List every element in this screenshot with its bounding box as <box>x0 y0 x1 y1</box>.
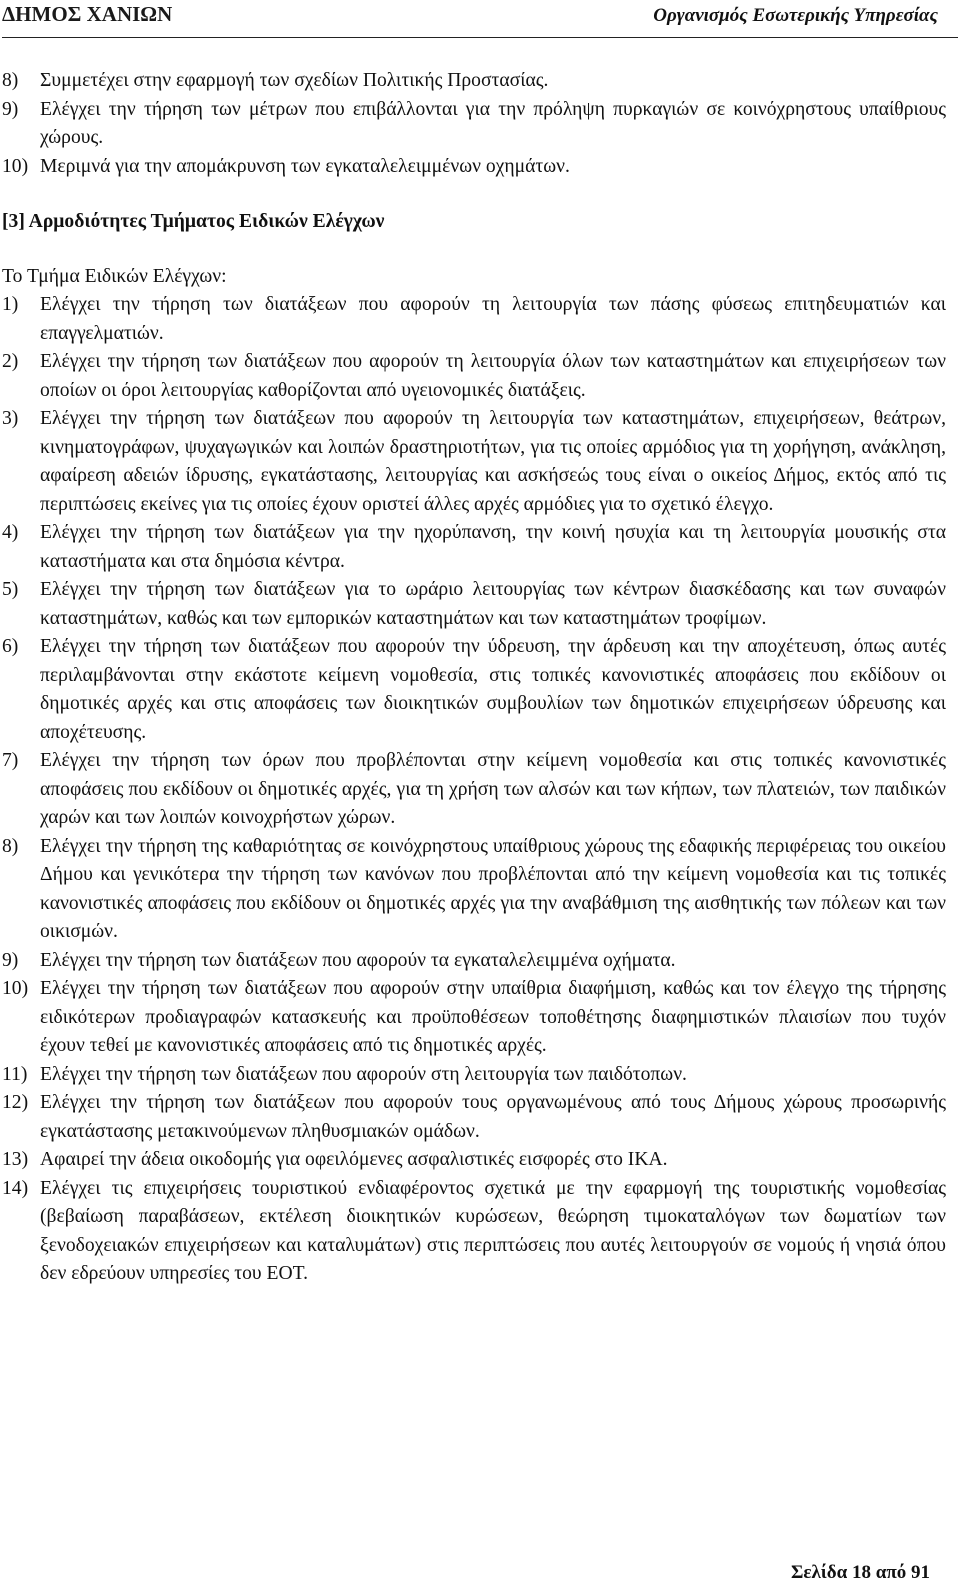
page-header <box>0 0 960 40</box>
item-text: Ελέγχει την τήρηση των διατάξεων που αφορούν στην υπαίθρια διαφήμιση, καθώς και τον έλεγχο της τήρησης ειδικότερων προδιαγραφών κατασκευής και προϋποθέσεων τοποθέτησης διαφημιστικών πλαισίων που τυχόν έχουν τεθεί με κανονιστικές αποφάσεις από τις δημοτικές αρχές. <box>40 978 946 1056</box>
list-item <box>2 96 946 153</box>
previous-items-list <box>2 67 946 181</box>
list-item <box>2 833 946 947</box>
item-text: Ελέγχει την τήρηση των διατάξεων που αφορούν την ύδρευση, την άρδευση και την αποχέτευση, όπως αυτές περιλαμβάνονται στην εκάστοτε κείμενη νομοθεσία, στις τοπικές κανονιστικές αποφάσεις που εκδίδουν οι δημοτικές αρχές και στις αποφάσεις των διοικητικών συμβουλίων των δημοτικών επιχειρήσεων ύδρευσης και αποχέτευσης. <box>40 636 946 743</box>
list-item <box>2 576 946 633</box>
list-item <box>2 405 946 519</box>
item-text: Ελέγχει τις επιχειρήσεις τουριστικού ενδιαφέροντος σχετικά με την εφαρμογή της τουριστικής νομοθεσίας (βεβαίωση παραβάσεων, εκτέλεση διοικητικών κυρώσεων, θεώρηση τιμοκαταλόγων των δωματίων των ξενοδοχειακών επιχειρήσεων και καταλυμάτων) στις περιπτώσεις που αυτές λειτουργούν σε νομούς ή νησιά όπου δεν εδρεύουν υπηρεσίες του ΕΟΤ. <box>40 1177 946 1284</box>
item-number: 1) <box>2 294 19 315</box>
item-number: 7) <box>2 750 19 771</box>
item-text: Ελέγχει την τήρηση των μέτρων που επιβάλλονται για την πρόληψη πυρκαγιών σε κοινόχρηστους υπαίθριους χώρους. <box>40 98 946 148</box>
item-text: Ελέγχει την τήρηση των διατάξεων για το ωράριο λειτουργίας των κέντρων διασκέδασης και των συναφών καταστημάτων, καθώς και των εμπορικών καταστημάτων και των καταστημάτων τροφίμων. <box>40 579 946 629</box>
item-text: Συμμετέχει στην εφαρμογή των σχεδίων Πολιτικής Προστασίας. <box>40 70 549 91</box>
section-intro: Το Τμήμα Ειδικών Ελέγχων: <box>2 265 227 287</box>
list-item <box>2 1175 946 1289</box>
item-text: Ελέγχει την τήρηση των διατάξεων που αφορούν τη λειτουργία των καταστημάτων, επιχειρήσεων, θεάτρων, κινηματογράφων, ψυχαγωγικών και λοιπών δραστηριοτήτων, για τις οποίες αρμόδιος για τη χορήγηση, ανάκληση, αφαίρεση αδειών ίδρυσης, εγκατάστασης, λειτουργίας και ασκήσεώς τους είναι ο οικείος Δήμος, εκτός από τις περιπτώσεις εκείνες για τις οποίες έχουν οριστεί άλλες αρχές αρμόδιες για το σχετικό έλεγχο. <box>40 408 946 515</box>
item-text: Ελέγχει την τήρηση των διατάξεων που αφορούν στη λειτουργία των παιδότοπων. <box>40 1063 687 1085</box>
item-number: 2) <box>2 351 19 372</box>
list-item <box>2 1089 946 1146</box>
item-number: 9) <box>2 949 19 971</box>
list-item <box>2 348 946 405</box>
item-number: 8) <box>2 70 19 91</box>
item-text: Ελέγχει την τήρηση των διατάξεων που αφορούν τα εγκαταλελειμμένα οχήματα. <box>40 949 676 971</box>
list-item <box>2 1061 946 1090</box>
item-text: Ελέγχει την τήρηση των διατάξεων που αφορούν τους οργανωμένους από τους Δήμους χώρους προσωρινής εγκατάστασης μετακινούμενων πληθυσμιακών ομάδων. <box>40 1092 946 1142</box>
item-number: 14) <box>2 1177 29 1199</box>
list-item <box>2 747 946 833</box>
list-item <box>2 153 946 182</box>
list-item <box>2 1146 946 1175</box>
list-item <box>2 519 946 576</box>
item-number: 9) <box>2 98 19 120</box>
list-item <box>2 291 946 348</box>
item-number: 6) <box>2 636 19 657</box>
section-heading: [3] Αρμοδιότητες Τμήματος Ειδικών Ελέγχων <box>2 211 385 232</box>
item-number: 13) <box>2 1149 29 1170</box>
item-text: Μεριμνά για την απομάκρυνση των εγκαταλελειμμένων οχημάτων. <box>40 155 570 177</box>
item-text: Ελέγχει την τήρηση των διατάξεων που αφορούν τη λειτουργία των πάσης φύσεως επιτηδευματιών και επαγγελματιών. <box>40 294 946 344</box>
item-text: Ελέγχει την τήρηση των διατάξεων για την ηχορύπανση, την κοινή ησυχία και τη λειτουργία μουσικής στα καταστήματα και στα δημόσια κέντρα. <box>40 522 946 572</box>
page-number: Σελίδα 18 από 91 <box>791 1562 930 1583</box>
list-item <box>2 633 946 747</box>
item-text: Ελέγχει την τήρηση της καθαριότητας σε κοινόχρηστους υπαίθριους χώρους της εδαφικής περιφέρειας του οικείου Δήμου και γενικότερα την τήρηση των κανόνων που προβλέπονται από την κείμενη νομοθεσία και τις τοπικές κανονιστικές αποφάσεις που εκδίδουν οι δημοτικές αρχές για την αναβάθμιση της αισθητικής των πόλεων και των οικισμών. <box>40 835 946 942</box>
item-number: 11) <box>2 1063 28 1085</box>
header-divider <box>2 37 958 38</box>
item-text: Αφαιρεί την άδεια οικοδομής για οφειλόμενες ασφαλιστικές εισφορές στο ΙΚΑ. <box>40 1149 668 1170</box>
list-item <box>2 67 946 96</box>
document-body <box>2 67 946 1289</box>
item-text: Ελέγχει την τήρηση των διατάξεων που αφορούν τη λειτουργία όλων των καταστημάτων και επιχειρήσεων των οποίων οι όροι λειτουργίας καθορίζονται από υγειονομικές διατάξεις. <box>40 351 946 401</box>
municipality-name: ΔΗΜΟΣ ΧΑΝΙΩΝ <box>2 2 173 26</box>
item-number: 3) <box>2 408 19 429</box>
item-text: Ελέγχει την τήρηση των όρων που προβλέπονται στην κείμενη νομοθεσία και στις τοπικές κανονιστικές αποφάσεις που εκδίδουν οι δημοτικές αρχές, για τη χρήση των αλσών και των κήπων, των πλατειών, των παιδικών χαρών και των λοιπών κοινοχρήστων χώρων. <box>40 750 946 828</box>
document-title: Οργανισμός Εσωτερικής Υπηρεσίας <box>653 5 938 26</box>
item-number: 10) <box>2 155 29 177</box>
item-number: 10) <box>2 978 29 999</box>
item-number: 8) <box>2 835 19 857</box>
section-items-list <box>2 291 946 1289</box>
list-item <box>2 947 946 976</box>
item-number: 5) <box>2 579 19 600</box>
item-number: 12) <box>2 1092 29 1113</box>
list-item <box>2 975 946 1061</box>
item-number: 4) <box>2 522 19 543</box>
